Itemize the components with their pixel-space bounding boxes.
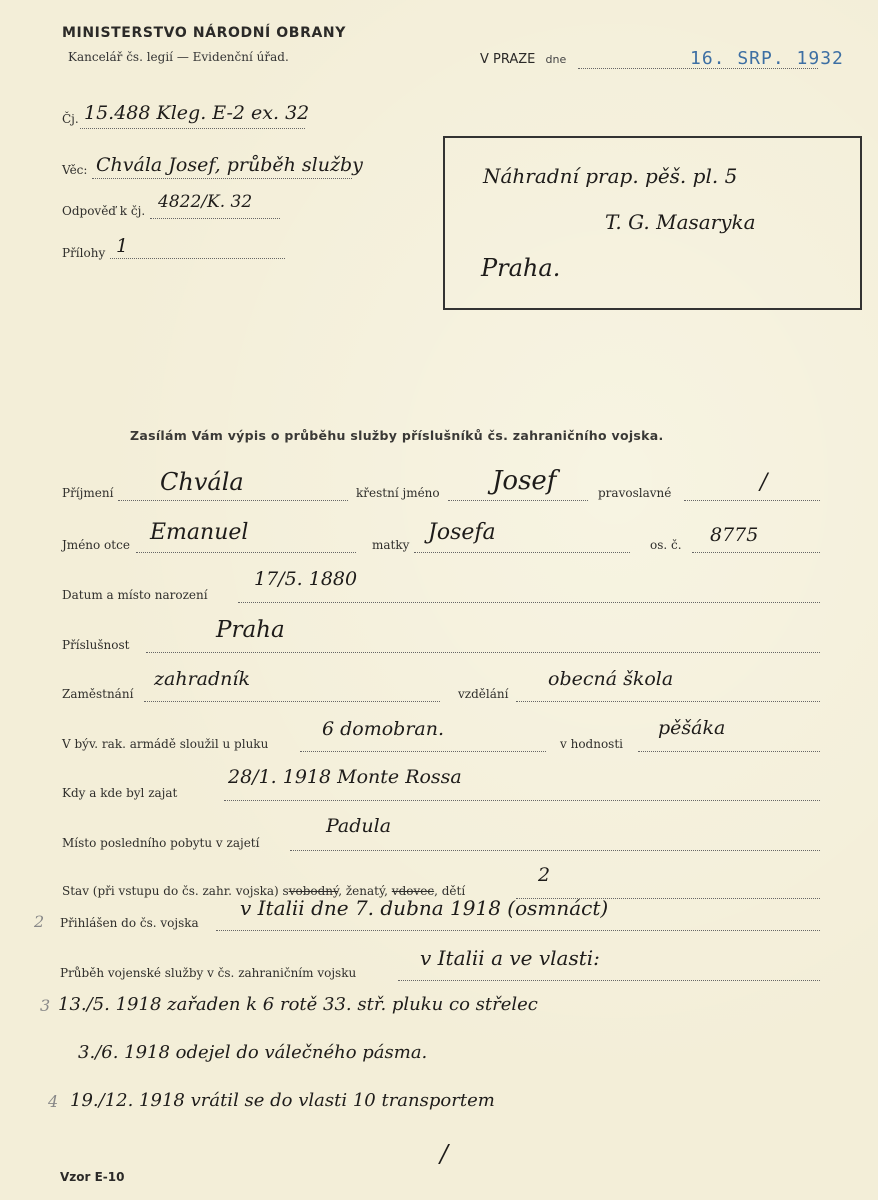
prislusnost-line: [146, 652, 820, 653]
pobyt-label: Místo posledního pobytu v zajetí: [62, 836, 260, 850]
vec-line: [92, 178, 352, 179]
vec-label: Věc:: [62, 163, 88, 177]
prihlasen-value: v Italii dne 7. dubna 1918 (osmnáct): [240, 896, 609, 920]
otec-label: Jméno otce: [62, 538, 130, 552]
place-name: V PRAZE: [480, 52, 536, 67]
address-line-1: Náhradní prap. pěš. pl. 5: [483, 164, 738, 188]
form-number: Vzor E-10: [60, 1170, 125, 1184]
prihlasen-line: [216, 930, 820, 931]
prilohy-line: [110, 258, 285, 259]
prislusnost-value: Praha: [216, 617, 285, 643]
stav-label-b: , ženatý,: [338, 884, 392, 898]
pravoslavne-value: /: [760, 470, 768, 495]
osc-value: 8775: [710, 524, 759, 546]
prihlasen-label: Přihlášen do čs. vojska: [60, 916, 199, 930]
zajat-line: [224, 800, 820, 801]
prubeh-line: [398, 980, 820, 981]
service-entry-1: 13./5. 1918 zařaden k 6 rotě 33. stř. pluku co střelec: [58, 994, 538, 1015]
stav-label-a: Stav (při vstupu do čs. zahr. vojska) s: [62, 884, 289, 898]
matky-line: [414, 552, 630, 553]
address-box: [443, 136, 862, 310]
pravoslavne-line: [684, 500, 820, 501]
zajat-label: Kdy a kde byl zajat: [62, 786, 178, 800]
prubeh-value: v Italii a ve vlasti:: [420, 946, 600, 970]
prijmeni-label: Příjmení: [62, 486, 114, 500]
service-entry-2: 3./6. 1918 odejel do válečného pásma.: [78, 1042, 428, 1063]
cislo-label: Čj.: [62, 112, 79, 126]
armada-value: 6 domobran.: [322, 718, 445, 740]
place-label: [480, 52, 566, 67]
prijmeni-line: [118, 500, 348, 501]
zamestnani-value: zahradník: [154, 668, 250, 690]
prijmeni-value: Chvála: [160, 468, 244, 496]
stav-label-c: , dětí: [434, 884, 466, 898]
cislo-line: [80, 128, 305, 129]
intro-text: Zasílám Vám výpis o průběhu služby příslušníků čs. zahraničního vojska.: [130, 428, 664, 443]
hodnost-value: pěšáka: [658, 717, 726, 739]
vec-value: Chvála Josef, průběh služby: [96, 154, 363, 176]
entry-3-margin-mark: 4: [48, 1092, 59, 1111]
address-line-3: Praha.: [481, 254, 561, 282]
otec-value: Emanuel: [150, 520, 249, 545]
vzdelani-line: [516, 701, 820, 702]
otec-line: [136, 552, 356, 553]
krestni-value: Josef: [492, 466, 557, 496]
armada-label: V býv. rak. armádě sloužil u pluku: [62, 737, 269, 751]
matky-label: matky: [372, 538, 410, 552]
prihlasen-margin-mark: 2: [34, 912, 45, 931]
pobyt-line: [290, 850, 820, 851]
hodnost-line: [638, 751, 820, 752]
zamestnani-line: [144, 701, 440, 702]
prislusnost-label: Příslušnost: [62, 638, 130, 652]
prilohy-label: Přílohy: [62, 246, 106, 260]
ministry-title: MINISTERSTVO NÁRODNÍ OBRANY: [62, 25, 346, 41]
cislo-value: 15.488 Kleg. E-2 ex. 32: [84, 102, 310, 124]
osc-line: [692, 552, 820, 553]
narozeni-label: Datum a místo narození: [62, 588, 208, 602]
date-stamp: 16. SRP. 1932: [690, 48, 844, 69]
armada-line: [300, 751, 546, 752]
vzdelani-label: vzdělání: [458, 687, 509, 701]
odpoved-label: Odpověď k čj.: [62, 204, 146, 218]
pobyt-value: Padula: [326, 815, 392, 837]
prilohy-value: 1: [116, 235, 129, 257]
prubeh-label: Průběh vojenské služby v čs. zahraničním vojsku: [60, 966, 357, 980]
odpoved-line: [150, 218, 280, 219]
office-subtitle: Kancelář čs. legií — Evidenční úřad.: [68, 50, 289, 64]
pravoslavne-label: pravoslavné: [598, 486, 672, 500]
address-line-2: T. G. Masaryka: [605, 210, 756, 234]
end-mark: /: [440, 1140, 449, 1168]
hodnost-label: v hodnosti: [560, 737, 623, 751]
stav-value: 2: [538, 864, 551, 886]
narozeni-value: 17/5. 1880: [254, 568, 358, 590]
vzdelani-value: obecná škola: [548, 668, 674, 690]
krestni-line: [448, 500, 588, 501]
date-label: dne: [545, 53, 567, 66]
zajat-value: 28/1. 1918 Monte Rossa: [228, 766, 462, 788]
service-entry-3: 19./12. 1918 vrátil se do vlasti 10 transportem: [70, 1090, 495, 1111]
osc-label: os. č.: [650, 538, 682, 552]
entry-1-margin-mark: 3: [40, 996, 51, 1015]
odpoved-value: 4822/K. 32: [158, 192, 253, 212]
stav-strike-vdovec: vdovec: [391, 884, 435, 898]
stav-strike-svobodny: vobodný: [288, 884, 339, 898]
narozeni-line: [238, 602, 820, 603]
zamestnani-label: Zaměstnání: [62, 687, 134, 701]
matky-value: Josefa: [428, 520, 496, 545]
krestni-label: křestní jméno: [356, 486, 440, 500]
